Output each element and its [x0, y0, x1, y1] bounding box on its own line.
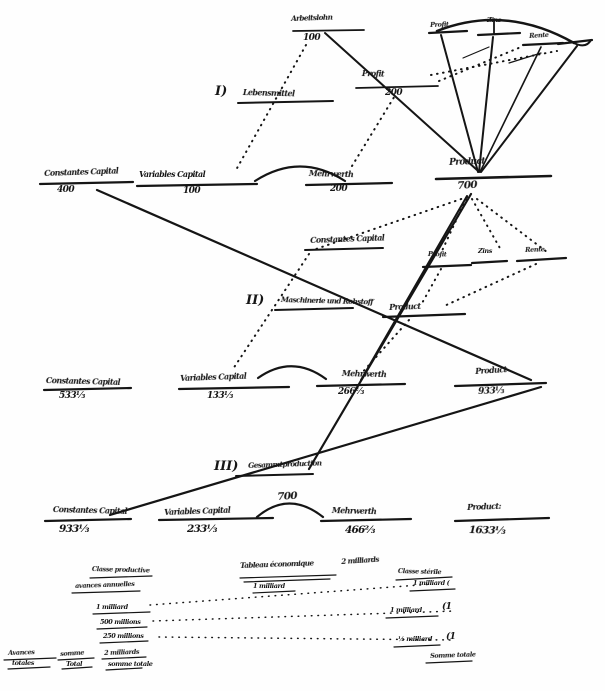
lower-interest-label: Zins	[478, 247, 492, 255]
profit-node-label: Profit	[361, 68, 385, 79]
upper-interest-label: Zins	[487, 16, 501, 24]
class-ii-upper-label: Constantes Capital	[309, 232, 385, 245]
class-iii-heading: Gesammtproduction	[247, 458, 322, 470]
tableau-right-row-2: ½ milliard	[398, 635, 432, 643]
tableau-right-mark-1: (1	[442, 602, 452, 612]
tableau-center-header: Tableau économique	[239, 558, 314, 570]
class-iii-constant-label: Constantes Capital	[52, 504, 128, 516]
class-ii-variable-label: Variables Capital	[179, 370, 247, 383]
tableau-right-mark-2: (1	[446, 632, 456, 642]
tableau-right-row-3: Somme totale	[429, 650, 476, 660]
class-ii-exchange-label: Product	[388, 300, 421, 312]
class-iii-product-value: 1633⅓	[468, 524, 506, 537]
class-iii-numeral: III)	[214, 459, 239, 474]
tableau-total-left-line2: Total	[66, 660, 83, 668]
tableau-center-sub: 1 milliard	[253, 582, 285, 590]
tableau-far-left-line1: Avances	[7, 648, 35, 657]
upper-profit-label: Profit	[429, 20, 449, 29]
wages-label: Arbeitslohn	[290, 12, 333, 23]
class-ii-surplus-label: Mehrwerth	[341, 368, 387, 380]
class-ii-surplus-value: 266⅔	[338, 387, 364, 397]
class-ii-constant-value: 533⅓	[59, 391, 85, 401]
tableau-left-header-line2: avances annuelles	[74, 579, 135, 590]
class-ii-variable-value: 133⅓	[207, 391, 233, 401]
class-ii-product-value: 933⅓	[477, 386, 505, 397]
class-iii-constant-value: 933⅓	[59, 523, 89, 535]
class-ii-numeral: II)	[246, 293, 265, 308]
tableau-total-mid-line1: 2 milliards	[103, 647, 140, 657]
class-i-variable-label: Variables Capital	[139, 169, 206, 179]
class-ii-heading: Maschinerie und Rohstoff	[280, 295, 373, 307]
tableau-right-header-line1: Classe stérile	[397, 567, 442, 577]
tableau-left-header-line1: Classe productive	[91, 565, 150, 575]
class-iii-variable-label: Variables Capital	[163, 504, 231, 517]
lower-rent-label: Rente	[524, 245, 545, 254]
lower-profit-label: Profit	[427, 250, 447, 259]
tableau-right-header-line2: 1 milliard (	[413, 579, 450, 587]
class-iii-arc-value: 700	[276, 489, 298, 503]
class-ii-constant-label: Constantes Capital	[45, 375, 121, 387]
tableau-left-row-3: 250 millions	[103, 632, 144, 640]
class-i-product-label: Product	[448, 156, 486, 168]
class-iii-surplus-value: 466⅔	[345, 524, 375, 536]
class-i-product-value: 700	[456, 178, 478, 192]
tableau-left-row-2: 500 millions	[100, 618, 141, 626]
tableau-total-left-line1: somme	[59, 648, 85, 658]
tableau-center-header2: 2 milliards	[340, 554, 380, 566]
class-ii-product-label: Product	[474, 364, 507, 376]
class-i-numeral: I)	[215, 84, 228, 99]
class-i-constant-value: 400	[57, 185, 74, 195]
tableau-far-left-line2: totales	[12, 659, 35, 667]
upper-rent-label: Rente	[528, 30, 549, 40]
tableau-right-row-1: 1 milliard	[390, 606, 422, 614]
class-iii-surplus-label: Mehrwerth	[331, 505, 377, 517]
class-i-constant-label: Constantes Capital	[43, 165, 119, 178]
class-i-surplus-value: 200	[330, 184, 347, 194]
class-i-variable-value: 100	[183, 186, 200, 196]
class-i-surplus-label: Mehrwerth	[308, 168, 354, 180]
profit-node-value: 200	[385, 88, 402, 98]
class-iii-variable-value: 233⅓	[187, 523, 217, 535]
class-iii-product-label: Product:	[466, 500, 501, 512]
class-i-heading: Lebensmittel	[242, 87, 295, 99]
tableau-left-row-1: 1 milliard	[96, 603, 128, 611]
tableau-total-mid-line2: somme totale	[108, 660, 153, 668]
wages-value: 100	[303, 33, 320, 43]
